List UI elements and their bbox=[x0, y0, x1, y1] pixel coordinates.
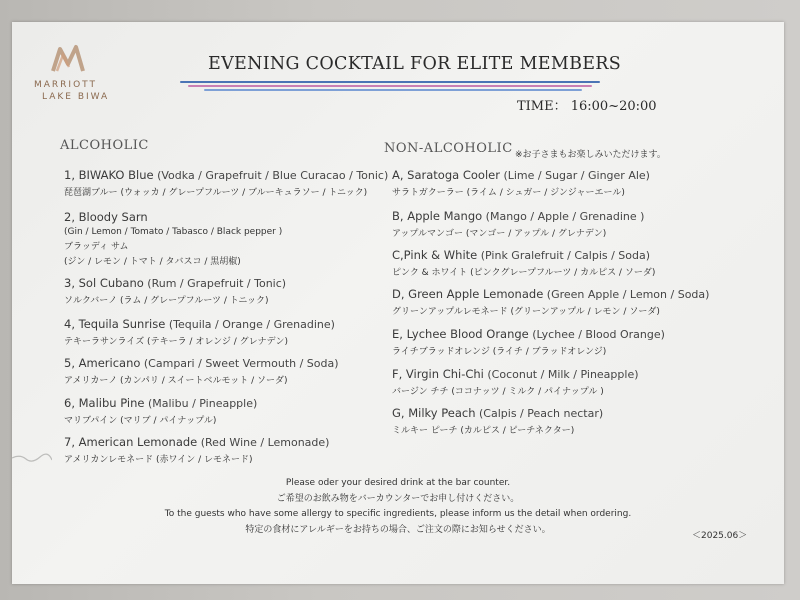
drink-name: 2, Bloody Sarn bbox=[64, 210, 148, 224]
drink-japanese-ingredients: (ジン / レモン / トマト / タバスコ / 黒胡椒) bbox=[64, 257, 241, 267]
drink-ingredients: (Lime / Sugar / Ginger Ale) bbox=[499, 169, 650, 182]
order-instruction: Please oder your desired drink at the bar counter. bbox=[285, 478, 511, 488]
marriott-m-icon bbox=[50, 44, 86, 74]
drink-ingredients: (Campari / Sweet Vermouth / Soda) bbox=[140, 357, 339, 370]
drink-name: D, Green Apple Lemonade bbox=[392, 287, 544, 301]
drink-japanese: ピンク & ホワイト (ピンクグレープフルーツ / カルピス / ソーダ) bbox=[392, 268, 656, 278]
drink-ingredients: (Gin / Lemon / Tomato / Tabasco / Black pepper ) bbox=[64, 227, 283, 237]
drink-japanese: アメリカンレモネード (赤ワイン / レモネード) bbox=[64, 455, 253, 465]
paper-tear-mark bbox=[12, 452, 52, 466]
drink-ingredients: (Vodka / Grapefruit / Blue Curacao / Tonic) bbox=[153, 169, 389, 182]
brand-location: LAKE BIWA bbox=[42, 92, 110, 102]
drink-name: A, Saratoga Cooler bbox=[392, 168, 500, 182]
list-item bbox=[392, 406, 603, 436]
list-item bbox=[392, 209, 644, 239]
page-title: EVENING COCKTAIL FOR ELITE MEMBERS bbox=[208, 54, 622, 74]
drink-ingredients: (Lychee / Blood Orange) bbox=[528, 328, 665, 341]
list-item bbox=[392, 248, 655, 278]
list-item bbox=[392, 168, 650, 198]
list-item bbox=[64, 276, 286, 306]
drink-japanese: アメリカーノ (カンパリ / スイートベルモット / ソーダ) bbox=[64, 376, 288, 386]
drink-japanese: アップルマンゴー (マンゴー / アップル / グレナデン) bbox=[392, 229, 607, 239]
list-item bbox=[64, 435, 329, 465]
drink-name: C,Pink & White bbox=[392, 248, 478, 262]
drink-name: 4, Tequila Sunrise bbox=[64, 317, 166, 331]
non-alcoholic-heading: NON-ALCOHOLIC bbox=[384, 141, 513, 156]
service-time: TIME： 16:00~20:00 bbox=[517, 99, 657, 114]
list-item bbox=[392, 287, 709, 317]
drink-japanese: マリブパイン (マリブ / パイナップル) bbox=[64, 416, 217, 426]
brand-name: MARRIOTT bbox=[34, 80, 98, 90]
drink-japanese: ブラッディ サム bbox=[64, 242, 129, 252]
drink-name: G, Milky Peach bbox=[392, 406, 476, 420]
list-item bbox=[64, 168, 388, 198]
title-underline-light bbox=[204, 89, 582, 91]
drink-japanese: テキーラサンライズ (テキーラ / オレンジ / グレナデン) bbox=[64, 337, 288, 347]
drink-ingredients: (Calpis / Peach nectar) bbox=[475, 407, 604, 420]
drink-japanese: ライチブラッドオレンジ (ライチ / ブラッドオレンジ) bbox=[392, 347, 607, 357]
drink-japanese: グリーンアップルレモネード (グリーンアップル / レモン / ソーダ) bbox=[392, 307, 660, 317]
list-item bbox=[64, 356, 339, 386]
non-alcoholic-note: ※お子さまもお楽しみいただけます。 bbox=[515, 150, 666, 160]
order-instruction-japanese: ご希望のお飲み物をバーカウンターでお申し付けください。 bbox=[276, 494, 520, 504]
drink-name: F, Virgin Chi-Chi bbox=[392, 367, 484, 381]
list-item bbox=[64, 396, 257, 426]
drink-japanese: バージン チチ (ココナッツ / ミルク / パイナップル ) bbox=[392, 387, 604, 397]
list-item bbox=[64, 210, 282, 267]
drink-japanese: ソルクバーノ (ラム / グレープフルーツ / トニック) bbox=[64, 296, 269, 306]
allergy-notice: To the guests who have some allergy to specific ingredients, please inform us the detail when ordering. bbox=[164, 509, 632, 519]
allergy-notice-japanese: 特定の食材にアレルギーをお持ちの場合、ご注文の際にお知らせください。 bbox=[245, 525, 551, 535]
drink-ingredients: (Green Apple / Lemon / Soda) bbox=[543, 288, 710, 301]
drink-name: E, Lychee Blood Orange bbox=[392, 327, 529, 341]
menu-card bbox=[12, 22, 784, 584]
drink-name: 3, Sol Cubano bbox=[64, 276, 144, 290]
drink-name: 6, Malibu Pine bbox=[64, 396, 145, 410]
drink-japanese: ミルキー ピーチ (カルピス / ピーチネクター) bbox=[392, 426, 575, 436]
drink-name: 1, BIWAKO Blue bbox=[64, 168, 154, 182]
drink-ingredients: (Red Wine / Lemonade) bbox=[197, 436, 330, 449]
revision-date: ＜2025.06＞ bbox=[692, 531, 748, 541]
drink-ingredients: (Malibu / Pineapple) bbox=[144, 397, 258, 410]
drink-japanese: サラトガクーラー (ライム / シュガー / ジンジャーエール) bbox=[392, 188, 625, 198]
title-underline-blue bbox=[180, 81, 600, 83]
drink-ingredients: (Tequila / Orange / Grenadine) bbox=[165, 318, 335, 331]
list-item bbox=[64, 317, 335, 347]
drink-name: 7, American Lemonade bbox=[64, 435, 198, 449]
drink-ingredients: (Rum / Grapefruit / Tonic) bbox=[143, 277, 287, 290]
title-underline-pink bbox=[188, 85, 592, 87]
list-item bbox=[392, 367, 639, 397]
drink-ingredients: (Pink Gralefruit / Calpis / Soda) bbox=[477, 249, 651, 262]
drink-ingredients: (Mango / Apple / Grenadine ) bbox=[482, 210, 645, 223]
drink-ingredients: (Coconut / Milk / Pineapple) bbox=[483, 368, 639, 381]
drink-name: 5, Americano bbox=[64, 356, 141, 370]
drink-japanese: 琵琶湖ブルー (ウォッカ / グレープフルーツ / ブルーキュラソー / トニック) bbox=[64, 188, 368, 198]
drink-name: B, Apple Mango bbox=[392, 209, 483, 223]
list-item bbox=[392, 327, 665, 357]
alcoholic-heading: ALCOHOLIC bbox=[60, 138, 149, 153]
